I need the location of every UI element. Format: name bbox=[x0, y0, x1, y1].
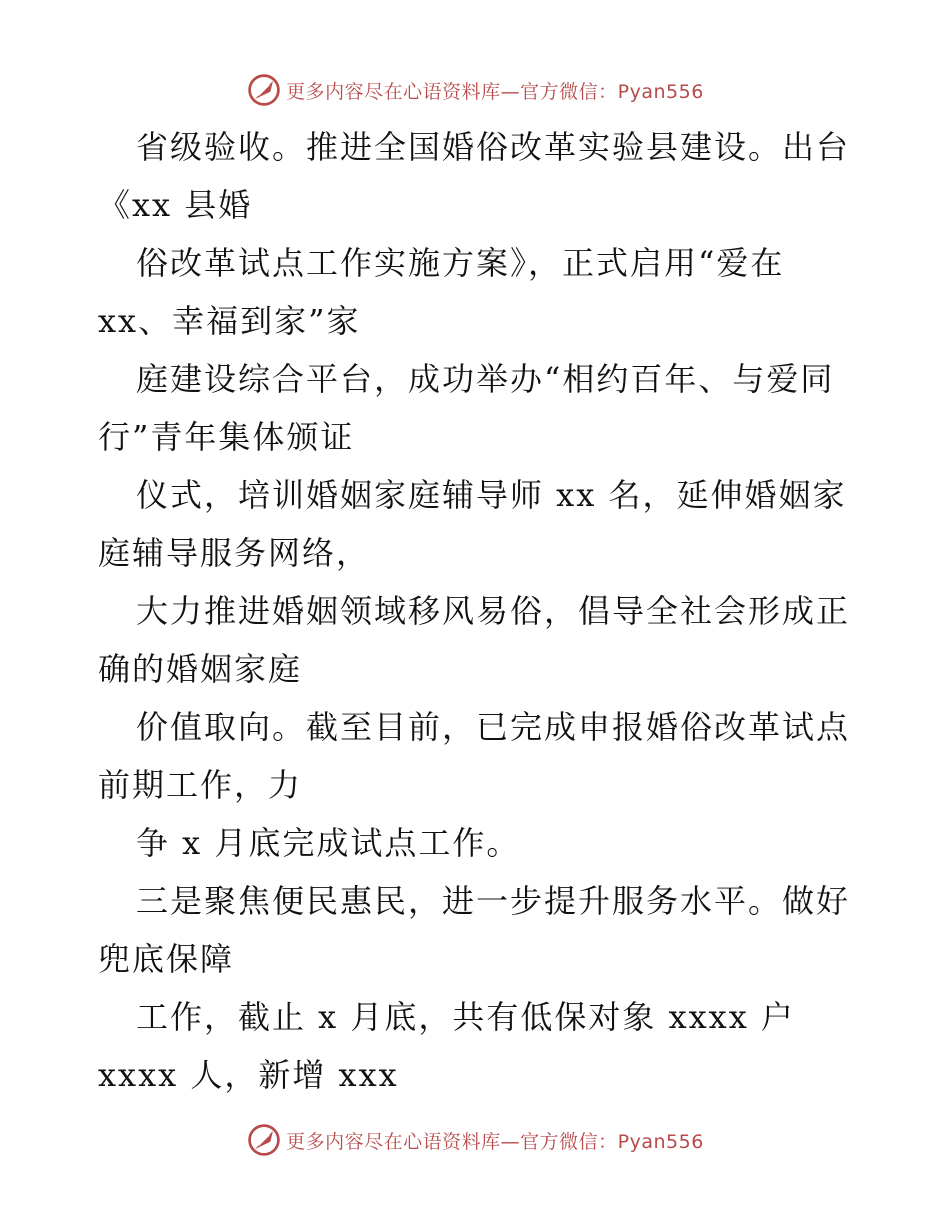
text-line: 工作，截止 x 月底，共有低保对象 xxxx 户 bbox=[136, 998, 795, 1036]
text-line: 争 x 月底完成试点工作。 bbox=[136, 824, 521, 862]
watermark-text: 更多内容尽在心语资料库—官方微信：Pyan556 bbox=[286, 1130, 704, 1153]
text-line: 三是聚焦便民惠民，进一步提升服务水平。做好 bbox=[136, 882, 851, 920]
text-line: 省级验收。推进全国婚俗改革实验县建设。出台 bbox=[136, 128, 851, 166]
text-line: 大力推进婚姻领域移风易俗，倡导全社会形成正 bbox=[136, 592, 851, 630]
footer-watermark bbox=[0, 1120, 950, 1160]
text-line: 价值取向。截至目前，已完成申报婚俗改革试点 bbox=[136, 708, 851, 746]
text-line: 前期工作，力 bbox=[98, 766, 303, 804]
text-line: xxxx 人，新增 xxx bbox=[98, 1056, 399, 1094]
quill-logo-icon bbox=[246, 1122, 282, 1158]
text-line: 兜底保障 bbox=[98, 940, 235, 978]
quill-logo-icon bbox=[246, 72, 282, 108]
document-body bbox=[98, 118, 858, 1104]
text-line: 仪式，培训婚姻家庭辅导师 xx 名，延伸婚姻家 bbox=[136, 476, 847, 514]
text-line: 庭建设综合平台，成功举办“相约百年、与爱同 bbox=[136, 360, 835, 398]
text-line: 《xx 县婚 bbox=[98, 186, 253, 224]
text-line: 行”青年集体颁证 bbox=[98, 418, 355, 456]
text-line: 庭辅导服务网络， bbox=[98, 534, 371, 572]
text-line: 确的婚姻家庭 bbox=[98, 650, 303, 688]
header-watermark bbox=[0, 70, 950, 110]
text-line: 俗改革试点工作实施方案》，正式启用“爱在 bbox=[136, 244, 785, 282]
watermark-text: 更多内容尽在心语资料库—官方微信：Pyan556 bbox=[286, 80, 704, 103]
text-line: xx、幸福到家”家 bbox=[98, 302, 361, 340]
